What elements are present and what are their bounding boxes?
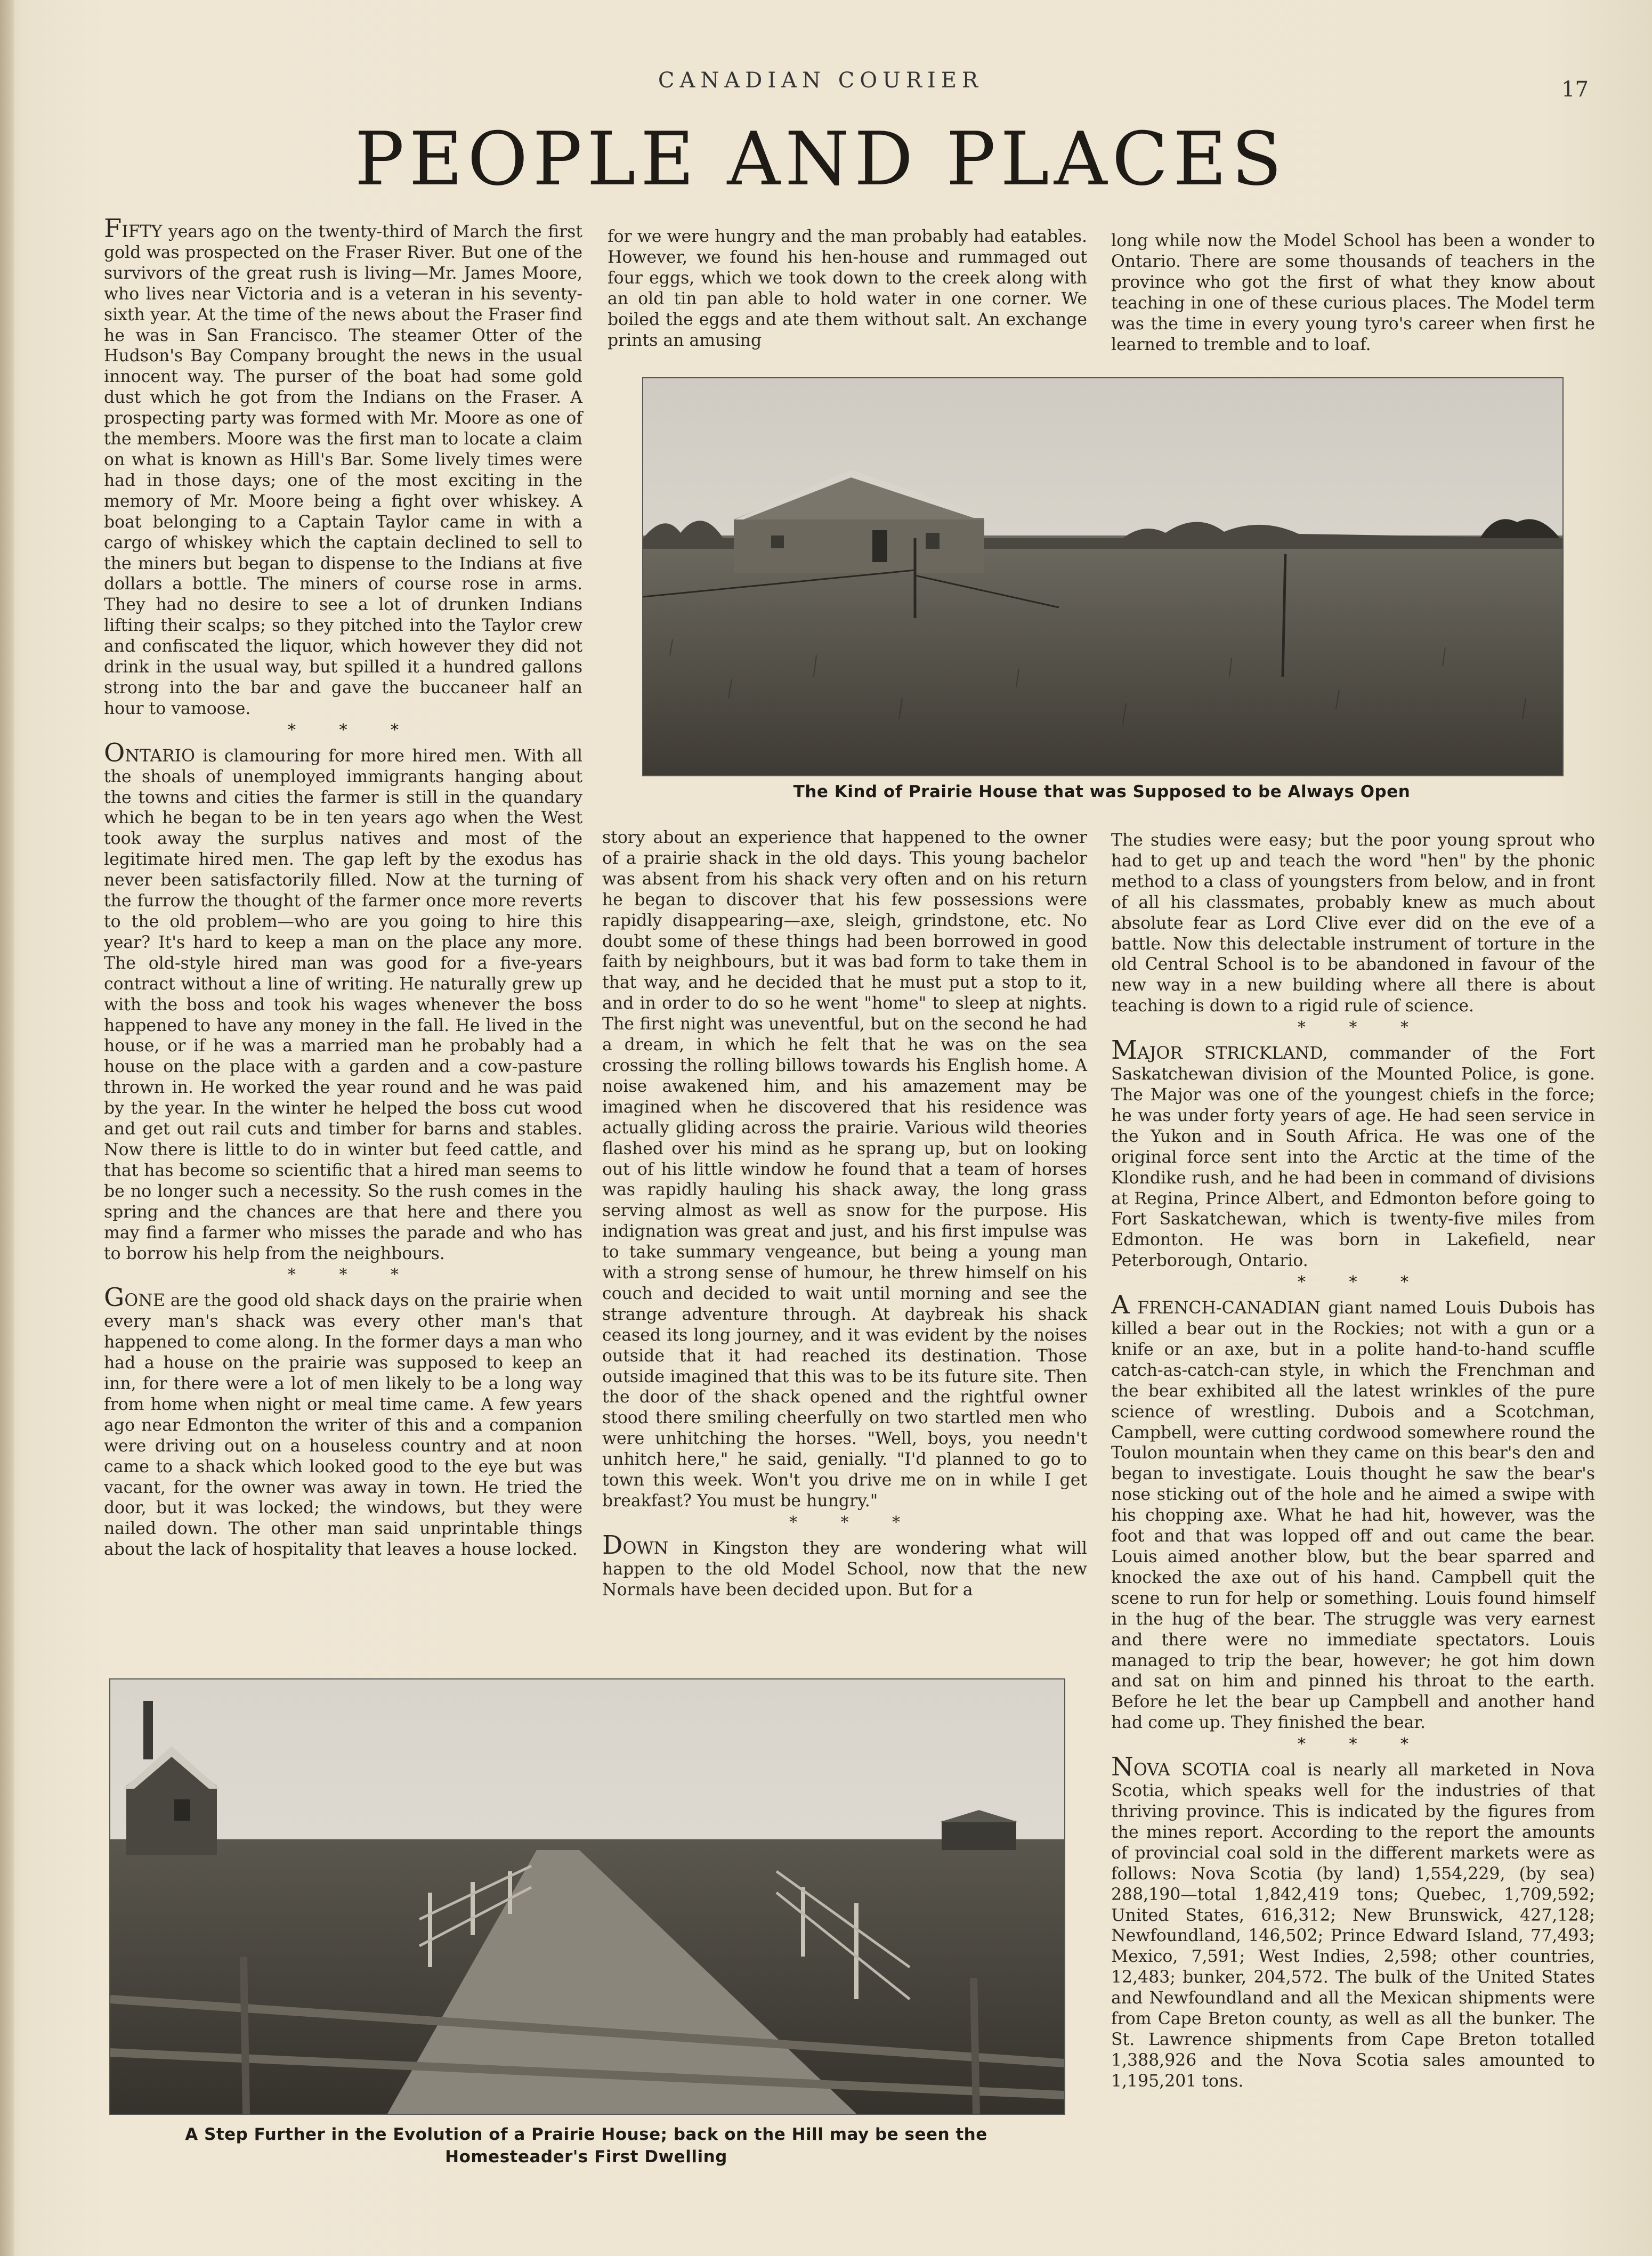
section-divider: * * * xyxy=(1297,1273,1428,1292)
section-divider: * * * xyxy=(1297,1018,1428,1037)
page-title: PEOPLE AND PLACES xyxy=(354,116,1287,202)
prairie-house-illustration xyxy=(643,378,1562,775)
page-number: 17 xyxy=(1561,77,1589,102)
running-head: CANADIAN COURIER xyxy=(658,68,984,93)
article-nova-scotia-coal: NOVA SCOTIA coal is nearly all marketed in Nova Scotia, which speaks well for the industries of that thriving province. This is indicated by the figures from the mines report. According to the report the amounts of provincial coal sold in the different markets were as follows: Nova Scotia (by land) 1,554,229, (by sea) 288,190—total 1,842,419 tons; Quebec, 1,709,592; United States, 616,312; New Brunswick, 427,128; Newfoundland, 146,502; Prince Edward Island, 77,493; Mexico, 7,591; West Indies, 2,598; other countries, 12,483; bunker, 204,572. The bulk of the United States and Newfoundland and all the Mexican shipments were from Cape Breton county, as well as all the bunker. The St. Lawrence shipments from Cape Breton totalled 1,388,926 and the Nova Scotia sales amounted to 1,195,201 tons. xyxy=(1111,1752,1595,2091)
top-photo-caption: The Kind of Prairie House that was Supposed to be Always Open xyxy=(793,782,1411,801)
homestead-illustration xyxy=(110,1679,1064,2114)
article-model-school: DOWN in Kingston they are wondering what will happen to the old Model School, now that the new Normals have been decided upon. But for a xyxy=(602,1530,1087,1600)
article-fraser-gold: FIFTY years ago on the twenty-third of March the first gold was prospected on the Fraser River. But one of the survivors of the great rush is living—Mr. James Moore, who lives near Victoria and is a veteran in his seventy-sixth year. At the time of the news about the Fraser find he was in San Francisco. The steamer Otter of the Hudson's Bay Company brought the news in the usual innocent way. The purser of the boat had some gold dust which he got from the Indians on the Fraser. A prospecting party was formed with Mr. Moore as one of the members. Moore was the first man to locate a claim on what is known as Hill's Bar. Some lively times were had in those days; one of the most exciting in the memory of Mr. Moore being a fight over whiskey. A boat belonging to a Captain Taylor came in with a cargo of whiskey which the captain declined to sell to the miners but began to dispense to the Indians at five dollars a bottle. The miners of course rose in arms. They had no desire to see a lot of drunken Indians lifting their scalps; so they pitched into the Taylor crew and confiscated the liquor, which however they did not drink in the usual way, but spilled it a hundred gallons strong into the bar and gave the buccaneer half an hour to vamoose. xyxy=(104,214,582,718)
section-divider: * * * xyxy=(789,1513,920,1532)
article-model-school-continued: long while now the Model School has been a wonder to Ontario. There are some thousands of teachers in the province who got the first of what they know about teaching in one of these curious places. The Model term was the time in every young tyro's career when first he learned to tremble and to loaf. xyxy=(1111,231,1595,354)
article-major-strickland: MAJOR STRICKLAND, commander of the Fort Saskatchewan division of the Mounted Police, is gone. The Major was one of the youngest chiefs in the force; he was under forty years of age. He had seen service in the Yukon and in South Africa. He was one of the original force sent into the Arctic at the time of the Klondike rush, and he had been in command of divisions at Regina, Prince Albert, and Edmonton before going to Fort Saskatchewan, which is twenty-five miles from Edmonton. He was born in Lakefield, near Peterborough, Ontario. xyxy=(1111,1035,1595,1271)
column-middle-top xyxy=(608,226,1087,351)
section-divider: * * * xyxy=(287,720,418,740)
article-bear-wrestling: A FRENCH-CANADIAN giant named Louis Dubois has killed a bear out in the Rockies; not with a gun or a knife or an axe, but in a polite hand-to-hand scuffle catch-as-catch-can style, in which the Frenchman and the bear exhibited all the latest wrinkles of the pure science of wrestling. Dubois and a Scotchman, Campbell, were cutting cordwood somewhere round the Toulon mountain when they came on this bear's den and began to investigate. Louis thought he saw the bear's nose sticking out of the hole and he aimed a swipe with his chopping axe. What he had hit, however, was the foot and that was lopped off and out came the bear. Louis aimed another blow, but the bear sparred and knocked the axe out of his hand. Campbell quit the scene to run for help or something. Louis found himself in the hug of the bear. The struggle was very earnest and there were no immediate spectators. Louis managed to trip the bear, however; he got him down and sat on him and pinned his throat to the earth. Before he let the bear up Campbell and another hand had come up. They finished the bear. xyxy=(1111,1290,1595,1733)
article-shack-days-continued: for we were hungry and the man probably had eatables. However, we found his hen-house and rummaged out four eggs, which we took down to the creek along with an old tin pan able to hold water in one corner. We boiled the eggs and ate them without salt. An exchange prints an amusing xyxy=(608,227,1087,350)
column-left xyxy=(104,214,582,1560)
page-binding-edge xyxy=(0,0,14,2256)
section-divider: * * * xyxy=(287,1265,418,1285)
column-right-top xyxy=(1111,231,1595,355)
article-moving-shack: story about an experience that happened to the owner of a prairie shack in the old days. This young bachelor was absent from his shack very often and on his return he began to discover that his few possessions were rapidly disappearing—axe, sleigh, grindstone, etc. No doubt some of these things had been borrowed in good faith by neighbours, but it was bad form to take them in that way, and he decided that he must put a stop to it, and in order to do so he went "home" to sleep at nights. The first night was uneventful, but on the second he had a dream, in which he felt that he was on the sea crossing the rolling billows towards his English home. A noise awakened him, and his amazement may be imagined when he discovered that his residence was actually gliding across the prairie. Various wild theories flashed over his mind as he sprang up, but on looking out of his little window he found that a team of horses was rapidly hauling his shack away, the long grass serving almost as well as snow for the purpose. His indignation was great and just, and his first impulse was to take summary vengeance, but being a young man with a strong sense of humour, he threw himself on his couch and decided to wait until morning and see the strange adventure through. At daybreak his shack ceased its long journey, and it was evident by the noises outside that it had reached its destination. Those outside imagined that this was to be its future site. Then the door of the shack opened and the rightful owner stood there smiling cheerfully on two startled men who were unhitching the horses. "Well, boys, you needn't unhitch here," he said, genially. "I'd planned to go to town this week. Won't you drive me on in while I get breakfast? You must be hungry." xyxy=(602,828,1087,1511)
column-right-bottom xyxy=(1111,830,1595,2092)
prairie-house-photo xyxy=(642,377,1564,776)
section-divider: * * * xyxy=(1297,1735,1428,1754)
article-shack-days: GONE are the good old shack days on the prairie when every man's shack was every other man's that happened to come along. In the former days a man who had a house on the prairie was supposed to keep an inn, for there were a lot of men likely to be a long way from home when night or meal time came. A few years ago near Edmonton the writer of this and a companion were driving out on a houseless country and at noon came to a shack which looked good to the eye but was vacant, for the owner was away in town. He tried the door, but it was locked; the windows, but they were nailed down. The other man said unprintable things about the lack of hospitality that leaves a house locked. xyxy=(104,1283,582,1560)
article-ontario-hired-men: ONTARIO is clamouring for more hired men. With all the shoals of unemployed immigrants hanging about the towns and cities the farmer is still in the quandary which he began to be in ten years ago when the West took away the surplus natives and most of the legitimate hired men. The gap left by the exodus has never been satisfactorily filled. Now at the turning of the furrow the thought of the farmer once more reverts to the old problem—who are you going to hire this year? It's hard to keep a man on the place any more. The old-style hired man was good for a five-years contract without a line of writing. He naturally grew up with the boss and took his wages whenever the boss happened to have any money in the fall. He lived in the house, or if he was a married man he probably had a house on the place with a garden and a cow-pasture thrown in. He worked the year round and he was paid by the year. In the winter he helped the boss cut wood and get out rail cuts and timber for barns and stables. Now there is little to do in winter but feed cattle, and that has become so scientific that a hired man seems to be no longer such a necessity. So the rush comes in the spring and the chances are that here and there you may find a farmer who misses the parade and who has to borrow his help from the neighbours. xyxy=(104,737,582,1263)
column-middle-bottom xyxy=(602,827,1087,1601)
bottom-photo-caption: A Step Further in the Evolution of a Prairie House; back on the Hill may be seen the Homesteader's First Dwelling xyxy=(185,2125,987,2166)
article-model-school-end: The studies were easy; but the poor young sprout who had to get up and teach the word "hen" by the phonic method to a class of youngsters from below, and in front of all his classmates, probably knew as much about absolute fear as Lord Clive ever did on the eve of a battle. Now this delectable instrument of torture in the old Central School is to be abandoned in favour of the new way in a new building where all there is about teaching is down to a rigid rule of science. xyxy=(1111,831,1595,1016)
homestead-photo xyxy=(109,1678,1065,2115)
